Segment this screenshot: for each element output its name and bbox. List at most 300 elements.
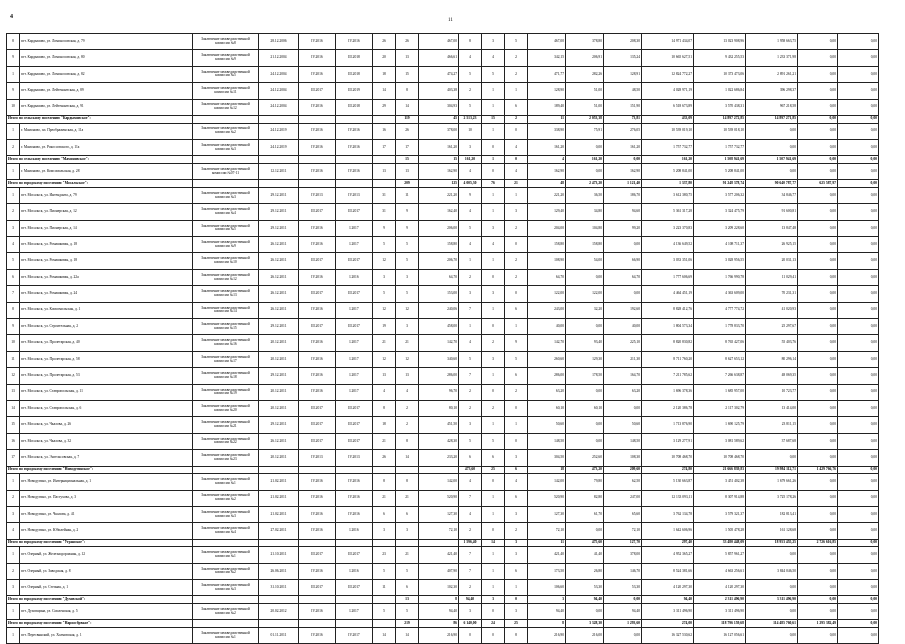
table-cell: 3 612 380,75 <box>642 187 694 203</box>
table-cell: I.2017 <box>336 351 373 367</box>
table-cell: 19 984 112,71 <box>746 466 798 474</box>
table-cell <box>193 156 259 164</box>
table-cell: 21 <box>505 180 528 188</box>
table-cell: 0,00 <box>798 490 838 506</box>
table-cell: 34,80 <box>566 204 604 220</box>
table-cell: 20 031,13 <box>746 253 798 269</box>
table-cell: 3 <box>373 523 396 539</box>
table-cell: 94,40 <box>566 596 604 604</box>
table-cell: 0 <box>459 628 482 644</box>
table-cell: 1 <box>482 563 505 579</box>
table-cell: 1 <box>482 506 505 522</box>
table-cell: 122,00 <box>566 286 604 302</box>
table-cell: 1 022 686,84 <box>694 83 746 99</box>
table-cell: 2 <box>459 523 482 539</box>
table-cell: 0,00 <box>838 163 879 179</box>
table-cell: 79,80 <box>566 474 604 490</box>
table-cell: 4 120 297,30 <box>642 580 694 596</box>
table-cell: 0,00 <box>838 220 879 236</box>
subtotal-label: Итого по городскому поселению "Угранское": <box>7 539 193 547</box>
table-cell: 421,40 <box>419 547 459 563</box>
table-cell: пгт. Озерный, ул. Заводская, д. 8 <box>20 563 193 579</box>
table-row <box>7 563 879 579</box>
table-cell: 29.12.2011 <box>259 368 299 384</box>
table-cell: 15 <box>482 115 505 123</box>
table-cell: г. Мамоново, ул. Рокоссовского, д. 11а <box>20 139 193 155</box>
table-cell: 6 <box>505 368 528 384</box>
table-cell: 5 <box>459 66 482 82</box>
table-cell: 13 <box>7 384 20 400</box>
table-cell: 1 596,40 <box>459 539 482 547</box>
table-cell: пгт. Мосальск, ул. Пролетарская, д. 58 <box>20 351 193 367</box>
table-cell: 29.12.2011 <box>259 204 299 220</box>
table-cell: 53,30 <box>566 580 604 596</box>
table-cell: 4 <box>459 506 482 522</box>
table-cell: 1 <box>505 83 528 99</box>
table-cell: 0,00 <box>838 580 879 596</box>
table-cell <box>299 115 336 123</box>
table-cell: Заключение межведомственной комиссии №1 <box>193 628 259 644</box>
table-cell: 173,50 <box>528 563 566 579</box>
table-cell: 14 <box>396 450 419 466</box>
table-cell: III.2017 <box>336 286 373 302</box>
table-cell: 4 <box>482 237 505 253</box>
table-cell: 25 297,67 <box>746 319 798 335</box>
table-cell: 3 209 228,60 <box>694 220 746 236</box>
table-cell: 1 508 941,69 <box>694 156 746 164</box>
table-cell: 3 844 046,50 <box>746 563 798 579</box>
table-cell: 24.12.2004 <box>259 66 299 82</box>
table-cell: Заключение межведомственной комиссии №14 <box>193 302 259 318</box>
table-cell: 10 <box>7 335 20 351</box>
table-cell: 1 <box>482 490 505 506</box>
table-cell: 51,00 <box>566 99 604 115</box>
table-cell <box>336 180 373 188</box>
table-row <box>7 139 879 155</box>
table-cell: 2 <box>459 269 482 285</box>
table-cell: 80 296,14 <box>746 351 798 367</box>
table-cell <box>396 539 419 547</box>
table-cell: 0,00 <box>798 99 838 115</box>
table-cell: Заключение межведомственной комиссии №1 <box>193 474 259 490</box>
table-cell: 40,00 <box>604 319 642 335</box>
table-cell: 0,00 <box>838 604 879 620</box>
subtotal-label: Итого по сельскому поселению "Мамоновское": <box>7 156 193 164</box>
table-cell: 20.02.2012 <box>259 604 299 620</box>
table-cell: 0,00 <box>838 335 879 351</box>
table-cell: 14 <box>7 400 20 416</box>
table-cell: 0,00 <box>798 417 838 433</box>
subtotal-row <box>7 539 879 547</box>
table-cell: 26.12.2011 <box>259 433 299 449</box>
table-cell: 0 <box>505 156 528 164</box>
table-cell: 13 <box>373 368 396 384</box>
table-cell: 428,30 <box>419 433 459 449</box>
table-cell: 01.11.2011 <box>259 628 299 644</box>
table-cell: пгт. Мосальск, ул. Строительная, д. 2 <box>20 319 193 335</box>
table-cell: 20.12.2011 <box>259 450 299 466</box>
table-cell: Заключение межведомственной комиссии №20 <box>193 400 259 416</box>
table-row <box>7 99 879 115</box>
table-cell: 10 539 019,10 <box>642 123 694 139</box>
table-cell: 3 223 370,83 <box>642 220 694 236</box>
table-cell: 8 627 653,12 <box>694 351 746 367</box>
table-cell: Заключение межведомственной комиссии №11 <box>193 83 259 99</box>
table-cell: 6 518 673,89 <box>642 99 694 115</box>
table-cell: 7 211 785,62 <box>642 368 694 384</box>
subtotal-label: Итого по городскому поселению "Духовской": <box>7 596 193 604</box>
table-cell: I.2017 <box>336 302 373 318</box>
table-cell: Заключение межведомственной комиссии №2 <box>193 563 259 579</box>
table-cell: 3 311 496,90 <box>694 604 746 620</box>
table-cell: 96,70 <box>419 384 459 400</box>
table-cell: 1 293,60 <box>604 620 642 628</box>
table-cell: 15 <box>419 156 459 164</box>
table-cell: IV.2016 <box>299 269 336 285</box>
table-row <box>7 83 879 99</box>
table-cell: 1 507 941,69 <box>746 156 798 164</box>
table-cell: 18 <box>528 466 566 474</box>
table-cell: пгт. Новодугино, ул. Интернациональная, д. 1 <box>20 474 193 490</box>
table-cell: 66,90 <box>604 253 642 269</box>
table-cell: 1 <box>482 547 505 563</box>
table-cell: 3 <box>459 417 482 433</box>
table-cell: 8 820 830,82 <box>642 335 694 351</box>
table-cell: 0,00 <box>838 351 879 367</box>
table-cell: IV.2016 <box>299 99 336 115</box>
table-cell: 24 <box>482 620 505 628</box>
table-cell: 1 <box>482 123 505 139</box>
table-cell: 1 <box>482 302 505 318</box>
table-cell: III.2018 <box>336 66 373 82</box>
table-cell: 6 <box>482 450 505 466</box>
table-cell: 466,61 <box>419 50 459 66</box>
table-cell: г. Мамоново, ул. Комсомольская, д. 28 <box>20 163 193 179</box>
table-cell: 0,00 <box>838 563 879 579</box>
table-cell: 178,50 <box>566 368 604 384</box>
table-cell: 4 108 711,37 <box>694 237 746 253</box>
table-cell: 5 <box>482 66 505 82</box>
table-cell: 467,00 <box>528 34 566 50</box>
table-cell: 0,00 <box>798 580 838 596</box>
table-cell: 0,00 <box>838 539 879 547</box>
table-cell <box>373 620 396 628</box>
table-cell: 26,80 <box>566 563 604 579</box>
table-cell: 458,00 <box>419 319 459 335</box>
table-cell: 0,00 <box>746 163 798 179</box>
table-cell: IV.2016 <box>299 66 336 82</box>
table-cell <box>299 180 336 188</box>
table-cell: 0,00 <box>566 604 604 620</box>
table-cell: Заключение межведомственной комиссии №10 <box>193 253 259 269</box>
table-cell: 5 <box>373 563 396 579</box>
table-cell: 1 <box>482 187 505 203</box>
table-cell: 13 <box>396 163 419 179</box>
table-cell: 378,00 <box>604 547 642 563</box>
table-cell: 1 <box>7 123 20 139</box>
table-cell: 0,00 <box>838 466 879 474</box>
table-cell: пгт. Мосальск, ул. Ставропольская, д. 6 <box>20 400 193 416</box>
table-cell: 6 <box>505 466 528 474</box>
table-cell: 340,60 <box>419 351 459 367</box>
table-cell: 26 925,15 <box>746 237 798 253</box>
table-cell: 1 121,40 <box>604 180 642 188</box>
table-cell: 26 <box>373 34 396 50</box>
table-cell: 48 069,35 <box>746 368 798 384</box>
table-cell: 19 <box>373 319 396 335</box>
table-cell: 0 <box>505 596 528 604</box>
table-cell: 93,40 <box>566 335 604 351</box>
table-cell: 0 <box>482 604 505 620</box>
table-cell: 48,50 <box>604 83 642 99</box>
table-cell: 0,00 <box>798 156 838 164</box>
table-cell: 13 <box>396 50 419 66</box>
table-cell: 17 <box>396 139 419 155</box>
table-cell: 3 <box>505 506 528 522</box>
table-cell: 0,00 <box>838 417 879 433</box>
table-cell: 36,50 <box>566 187 604 203</box>
table-cell: 0,00 <box>566 417 604 433</box>
table-cell: 5 <box>396 286 419 302</box>
table-cell: 471,77 <box>528 66 566 82</box>
table-cell: IV.2016 <box>336 506 373 522</box>
table-cell: 119 <box>396 115 419 123</box>
table-cell: III.2017 <box>336 547 373 563</box>
table-cell: 4 005,30 <box>459 180 482 188</box>
table-cell: 6 <box>505 99 528 115</box>
table-cell: 204,00 <box>528 220 566 236</box>
table-cell: 10 <box>459 123 482 139</box>
table-cell: 1 <box>7 628 20 644</box>
table-cell: 8 <box>7 302 20 318</box>
table-cell: 6 <box>505 563 528 579</box>
table-cell: 2 <box>505 253 528 269</box>
table-cell: 0,00 <box>798 368 838 384</box>
table-cell: 0,00 <box>838 253 879 269</box>
table-cell: Заключение межведомственной комиссии №17 <box>193 351 259 367</box>
table-cell: 90 640 787,77 <box>746 180 798 188</box>
table-cell: 0,00 <box>566 433 604 449</box>
table-cell: 240,06 <box>419 302 459 318</box>
table-cell: 0 <box>505 123 528 139</box>
table-cell: I.2017 <box>336 220 373 236</box>
table-cell: 3 577 206,32 <box>694 187 746 203</box>
table-cell: 21 <box>373 490 396 506</box>
table-cell: 146,70 <box>604 563 642 579</box>
table-cell: III.2017 <box>336 204 373 220</box>
table-cell: 6 <box>505 490 528 506</box>
table-cell: 158,80 <box>419 237 459 253</box>
table-cell: 5 <box>482 433 505 449</box>
table-cell: 50,60 <box>528 417 566 433</box>
table-cell: 0 <box>505 400 528 416</box>
table-cell: 9 <box>505 335 528 351</box>
table-cell: IV.2016 <box>336 139 373 155</box>
table-cell: 208,30 <box>604 34 642 50</box>
table-cell: 161,20 <box>459 156 482 164</box>
table-cell: 14 971 434,07 <box>642 34 694 50</box>
table-cell: 94,40 <box>419 604 459 620</box>
table-cell: 18 953 455,25 <box>746 539 798 547</box>
table-cell: 2 <box>459 384 482 400</box>
table-cell: 11 <box>396 187 419 203</box>
table-cell: пгт. Кардымово, ул. Лейтенантская, д. 89 <box>20 83 193 99</box>
table-cell: Заключение межведомственной комиссии №18 <box>193 368 259 384</box>
table-cell <box>419 539 459 547</box>
table-cell: III.2017 <box>336 433 373 449</box>
table-cell: 0,00 <box>798 563 838 579</box>
table-cell: 20.12.2011 <box>259 400 299 416</box>
table-cell: 142,00 <box>419 474 459 490</box>
table-cell: 221,20 <box>419 187 459 203</box>
table-cell: 0 <box>505 286 528 302</box>
table-cell: пгт. Новодугино, ул. Чкалова, д. 41 <box>20 506 193 522</box>
table-cell: 260,60 <box>528 351 566 367</box>
table-cell: 129,40 <box>528 204 566 220</box>
table-cell: 12 <box>373 302 396 318</box>
table-cell: 0,00 <box>746 628 798 644</box>
table-row <box>7 220 879 236</box>
table-cell: 70 231,31 <box>746 286 798 302</box>
table-cell: 4 363 609,00 <box>694 286 746 302</box>
table-cell: 24.12.2004 <box>259 99 299 115</box>
table-cell: 3 <box>482 351 505 367</box>
table-row <box>7 400 879 416</box>
table-cell: 0,00 <box>838 490 879 506</box>
table-cell: 4 <box>528 156 566 164</box>
table-cell: 2 726 616,85 <box>798 539 838 547</box>
table-cell: 73,81 <box>604 115 642 123</box>
table-cell: 2 <box>459 83 482 99</box>
table-cell: 4 <box>7 523 20 539</box>
table-cell: пгт. Мосальск, ул. Интенданта, д. 79 <box>20 187 193 203</box>
table-cell: 72,10 <box>528 523 566 539</box>
table-row <box>7 253 879 269</box>
table-cell: 3 <box>482 220 505 236</box>
table-cell: IV.2013 <box>336 450 373 466</box>
table-row <box>7 547 879 563</box>
table-cell: 142,70 <box>528 335 566 351</box>
table-cell <box>259 156 299 164</box>
table-cell: 161,20 <box>604 139 642 155</box>
table-cell: 21.10.2011 <box>259 547 299 563</box>
table-cell: 16 327 530,62 <box>642 628 694 644</box>
table-cell: 23 <box>373 547 396 563</box>
table-cell <box>299 156 336 164</box>
table-cell: пгт. Мосальск, ул. Чкалова, д. 32 <box>20 433 193 449</box>
table-cell: 29.12.2011 <box>259 220 299 236</box>
table-cell: 192,60 <box>604 302 642 318</box>
table-cell: 1 757 732,77 <box>694 139 746 155</box>
table-cell: 75,91 <box>566 123 604 139</box>
table-cell: 13 <box>396 368 419 384</box>
table-cell: 5 361 317,28 <box>642 204 694 220</box>
table-cell: 0,00 <box>838 628 879 644</box>
table-cell: 0,00 <box>838 319 879 335</box>
table-cell: 1 757 732,77 <box>642 139 694 155</box>
table-cell: 0,00 <box>604 156 642 164</box>
table-cell: IV.2016 <box>299 123 336 139</box>
table-cell: I.2016 <box>336 563 373 579</box>
table-cell: IV.2016 <box>299 563 336 579</box>
table-cell: 189,40 <box>528 99 566 115</box>
table-cell: 5 208 841,00 <box>694 163 746 179</box>
table-cell: 286,00 <box>419 368 459 384</box>
table-cell: 11 <box>528 115 566 123</box>
subtotal-row <box>7 156 879 164</box>
table-cell: 3 <box>505 539 528 547</box>
table-cell: 252,60 <box>566 450 604 466</box>
table-cell: 3 028 956,55 <box>694 253 746 269</box>
table-cell: 206,00 <box>419 220 459 236</box>
table-cell: 128,91 <box>604 66 642 82</box>
table-cell: 31 <box>373 204 396 220</box>
table-cell: 82,80 <box>566 490 604 506</box>
table-cell: 53,30 <box>604 580 642 596</box>
table-cell: 1 <box>7 66 20 82</box>
table-cell <box>336 115 373 123</box>
table-cell: 7 <box>459 368 482 384</box>
table-cell: 10 665 627,51 <box>642 50 694 66</box>
table-cell: Заключение межведомственной комиссии №5 <box>193 220 259 236</box>
table-cell: 473,60 <box>459 466 482 474</box>
table-cell: 0,00 <box>838 384 879 400</box>
table-cell: пгт. Пересвянский, ул. Холмовская, д. 1 <box>20 628 193 644</box>
table-cell <box>373 156 396 164</box>
table-cell: 16 <box>373 123 396 139</box>
table-cell: 0,00 <box>838 368 879 384</box>
page-corner-mark: 4 <box>10 14 13 20</box>
table-cell: 60,10 <box>528 400 566 416</box>
table-cell: 13 414,00 <box>746 400 798 416</box>
table-cell: 3 762 134,78 <box>642 506 694 522</box>
table-cell: 2 <box>505 50 528 66</box>
table-cell <box>193 466 259 474</box>
table-cell: 3 <box>396 319 419 335</box>
table-cell: 0,00 <box>838 269 879 285</box>
table-row <box>7 580 879 596</box>
table-cell: 2 891 261,21 <box>746 66 798 82</box>
table-cell: 0,00 <box>798 66 838 82</box>
table-cell: 3 <box>396 269 419 285</box>
table-cell: 13 023 908,96 <box>694 34 746 50</box>
table-cell: Заключение межведомственной комиссии №9 <box>193 50 259 66</box>
table-cell: 3 <box>7 506 20 522</box>
table-cell: IV.2017 <box>336 628 373 644</box>
table-cell: 3 324 475,79 <box>694 204 746 220</box>
table-cell: 3 451 402,38 <box>694 474 746 490</box>
table-cell: 148,50 <box>604 433 642 449</box>
table-cell: 15 <box>396 156 419 164</box>
table-cell <box>193 620 259 628</box>
table-cell: 0,00 <box>798 220 838 236</box>
table-cell: 186,70 <box>604 187 642 203</box>
table-cell: IV.2016 <box>299 335 336 351</box>
table-cell: 0 <box>482 523 505 539</box>
table-cell: 1 <box>482 99 505 115</box>
table-cell: 127,30 <box>419 506 459 522</box>
table-cell: 63,20 <box>528 384 566 400</box>
table-cell: Заключение межведомственной комиссии №12 <box>193 269 259 285</box>
table-cell: 451,50 <box>419 417 459 433</box>
table-cell: IV.2016 <box>299 139 336 155</box>
table-cell: 8 <box>396 433 419 449</box>
table-cell: 0,00 <box>798 187 838 203</box>
table-cell: IV.2016 <box>299 163 336 179</box>
table-cell <box>336 156 373 164</box>
table-cell: IV.2016 <box>299 34 336 50</box>
table-cell: 2 <box>505 384 528 400</box>
